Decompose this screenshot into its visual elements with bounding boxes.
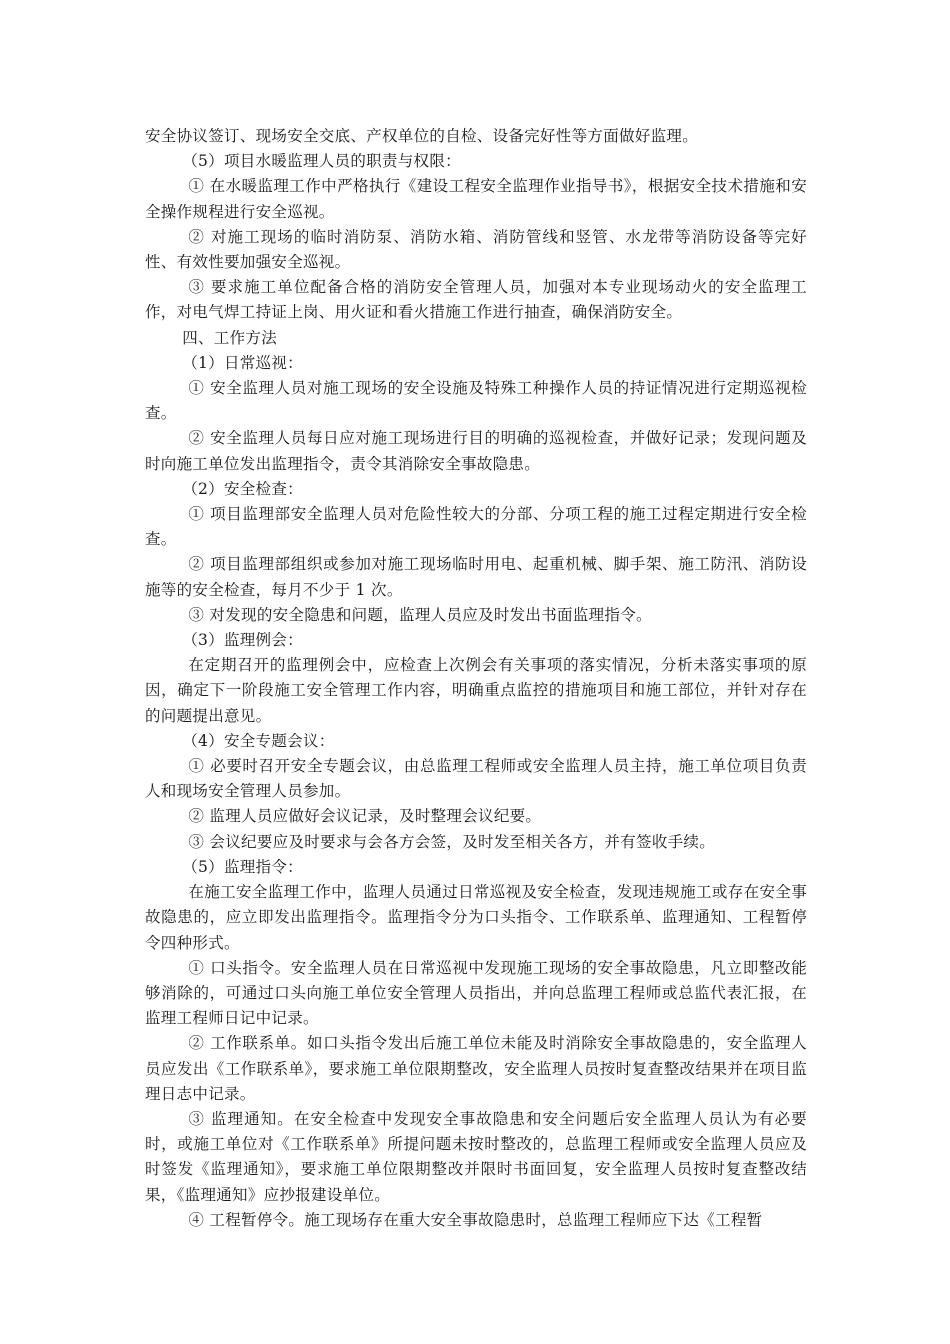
paragraph: ② 监理人员应做好会议记录，及时整理会议纪要。 (188, 807, 542, 826)
section-heading: （5）项目水暖监理人员的职责与权限： (182, 152, 461, 171)
section-heading: （5）监理指令： (182, 857, 303, 876)
paragraph: 在施工安全监理工作中，监理人员通过日常巡视及安全检查，发现违规施工或存在安全事故隐患的，应立即发出监理指令。监理指令分为口头指令、工作联系单、监理通知、工程暂停令四种形式。 (145, 883, 807, 952)
document-page (145, 124, 807, 1233)
paragraph: 安全协议签订、现场安全交底、产权单位的自检、设备完好性等方面做好监理。 (145, 127, 699, 145)
paragraph: ② 对施工现场的临时消防泵、消防水箱、消防管线和竖管、水龙带等消防设备等完好性、有效性要加强安全巡视。 (145, 227, 807, 272)
paragraph: ③ 监理通知。在安全检查中发现安全事故隐患和安全问题后安全监理人员认为有必要时，或施工单位对《工作联系单》所提问题未按时整改的，总监理工程师或安全监理人员应及时签发《监理通知》，要求施工单位限期整改并限时书面回复，安全监理人员按时复查整改结果，《监理通知》应抄报建设单位。 (145, 1109, 807, 1204)
paragraph: ① 安全监理人员对施工现场的安全设施及特殊工种操作人员的持证情况进行定期巡视检查。 (145, 379, 807, 423)
paragraph: ② 项目监理部组织或参加对施工现场临时用电、起重机械、脚手架、施工防汛、消防设施等的安全检查，每月不少于 1 次。 (145, 555, 807, 599)
paragraph: ② 工作联系单。如口头指令发出后施工单位未能及时消除安全事故隐患的，安全监理人员应发出《工作联系单》，要求施工单位限期整改，安全监理人员按时复查整改结果并在项目监理日志中记录。 (145, 1034, 807, 1103)
paragraph: ① 必要时召开安全专题会议，由总监理工程师或安全监理人员主持，施工单位项目负责人和现场安全管理人员参加。 (145, 757, 807, 801)
paragraph: ④ 工程暂停令。施工现场存在重大安全事故隐患时，总监理工程师应下达《工程暂 (188, 1210, 763, 1229)
section-heading: （2）安全检查： (182, 479, 303, 498)
paragraph: ① 口头指令。安全监理人员在日常巡视中发现施工现场的安全事故隐患，凡立即整改能够消除的，可通过口头向施工单位安全管理人员指出，并向总监理工程师或总监代表汇报，在监理工程师日记中记录。 (145, 958, 807, 1028)
paragraph: ③ 会议纪要应及时要求与会各方会签，及时发至相关各方，并有签收手续。 (188, 832, 716, 851)
section-heading: （4）安全专题会议： (182, 731, 335, 750)
paragraph: 在定期召开的监理例会中，应检查上次例会有关事项的落实情况，分析未落实事项的原因，确定下一阶段施工安全管理工作内容，明确重点监控的措施项目和施工部位，并针对存在的问题提出意见。 (145, 656, 807, 725)
chapter-heading: 四、工作方法 (182, 328, 277, 347)
paragraph: ③ 要求施工单位配备合格的消防安全管理人员，加强对本专业现场动火的安全监理工作，对电气焊工持证上岗、用火证和看火措施工作进行抽查，确保消防安全。 (145, 278, 807, 322)
paragraph: ③ 对发现的安全隐患和问题，监理人员应及时发出书面监理指令。 (188, 605, 652, 624)
section-heading: （3）监理例会： (182, 631, 303, 650)
paragraph: ① 项目监理部安全监理人员对危险性较大的分部、分项工程的施工过程定期进行安全检查。 (145, 505, 807, 549)
paragraph: ② 安全监理人员每日应对施工现场进行目的明确的巡视检查，并做好记录；发现问题及时向施工单位发出监理指令，责令其消除安全事故隐患。 (145, 429, 807, 473)
paragraph: ① 在水暖监理工作中严格执行《建设工程安全监理作业指导书》，根据安全技术措施和安全操作规程进行安全巡视。 (145, 177, 807, 221)
section-heading: （1）日常巡视： (182, 353, 303, 372)
